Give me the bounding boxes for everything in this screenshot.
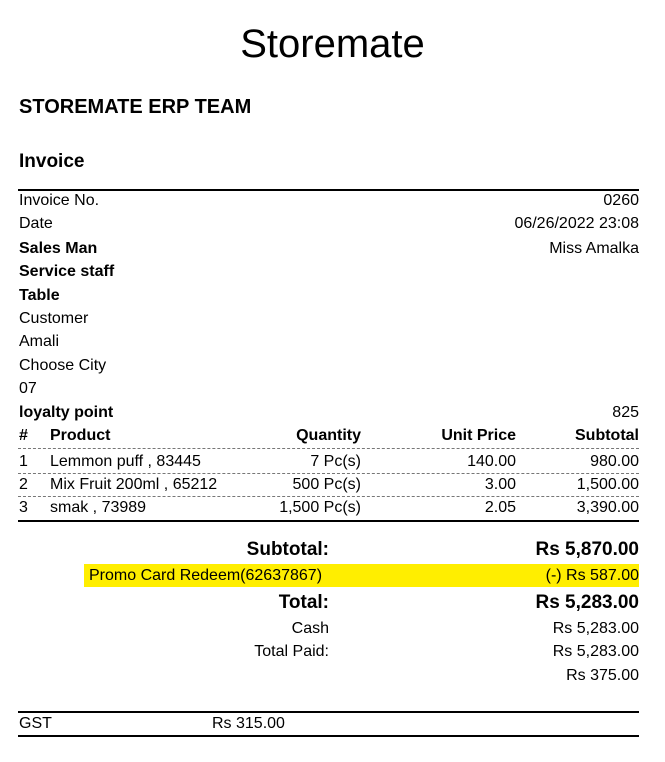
total-paid-row [0,641,639,663]
column-header-number: # [19,427,28,444]
total-paid-label: Total Paid: [254,643,329,660]
row-number: 1 [19,453,28,470]
total-row [0,592,639,614]
gst-value: Rs 315.00 [212,715,285,732]
store-name: Storemate [240,22,425,66]
info-label: Table [19,287,60,304]
extra-amount-value: Rs 375.00 [566,667,639,684]
info-label: Customer [19,310,89,327]
info-label: Invoice No. [19,192,100,209]
column-header-product: Product [50,427,111,444]
promo-value: (-) Rs 587.00 [545,567,639,584]
subtotal-row [0,539,639,561]
info-row-city-code [19,378,639,400]
extra-amount-row [0,665,639,687]
total-value: Rs 5,283.00 [535,592,639,613]
row-product: Lemmon puff , 83445 [50,453,201,470]
cash-row [0,618,639,640]
info-label: 07 [19,380,37,397]
promo-redeem-row [84,564,639,587]
info-row-date [19,213,639,235]
table-row [19,474,639,496]
row-subtotal: 980.00 [590,453,639,470]
info-row-service-staff [19,261,639,283]
row-quantity: 7 Pc(s) [310,453,361,470]
info-row-sales-man [19,238,639,260]
subtotal-value: Rs 5,870.00 [535,539,639,560]
table-bottom-rule [18,520,639,522]
column-header-unit-price: Unit Price [441,427,516,444]
gst-bottom-rule [18,735,639,737]
info-row-customer [19,308,639,330]
row-subtotal: 1,500.00 [576,476,639,493]
table-header [19,425,639,447]
info-row-customer-name [19,331,639,353]
column-header-subtotal: Subtotal [575,427,639,444]
info-value: Miss Amalka [549,240,639,257]
info-label: Date [19,215,53,232]
team-name: STOREMATE ERP TEAM [19,96,252,118]
row-unit-price: 140.00 [467,453,516,470]
info-label: Sales Man [19,240,98,257]
info-value: 0260 [603,192,639,209]
info-row-loyalty-point [19,402,639,424]
total-paid-value: Rs 5,283.00 [552,643,639,660]
info-label: Choose City [19,357,107,374]
cash-value: Rs 5,283.00 [552,620,639,637]
info-row-table [19,285,639,307]
row-subtotal: 3,390.00 [576,499,639,516]
table-row [19,451,639,473]
row-quantity: 500 Pc(s) [292,476,361,493]
info-label: loyalty point [19,404,114,421]
row-product: smak , 73989 [50,499,147,516]
table-row [19,497,639,519]
total-label: Total: [278,592,329,613]
row-unit-price: 3.00 [484,476,516,493]
subtotal-label: Subtotal: [246,539,329,560]
gst-top-rule [18,711,639,713]
cash-label: Cash [291,620,329,637]
column-header-quantity: Quantity [296,427,361,444]
info-row-city [19,355,639,377]
row-quantity: 1,500 Pc(s) [279,499,361,516]
row-unit-price: 2.05 [484,499,516,516]
promo-label: Promo Card Redeem(62637867) [89,567,323,584]
row-number: 3 [19,499,28,516]
document-title: Invoice [19,151,85,172]
info-label: Service staff [19,263,115,280]
info-row-invoice-no [19,190,639,212]
info-value: 06/26/2022 23:08 [514,215,639,232]
info-label: Amali [19,333,60,350]
info-value: 825 [612,404,639,421]
table-header-rule [18,448,639,449]
row-number: 2 [19,476,28,493]
row-product: Mix Fruit 200ml , 65212 [50,476,218,493]
gst-label: GST [19,715,52,732]
